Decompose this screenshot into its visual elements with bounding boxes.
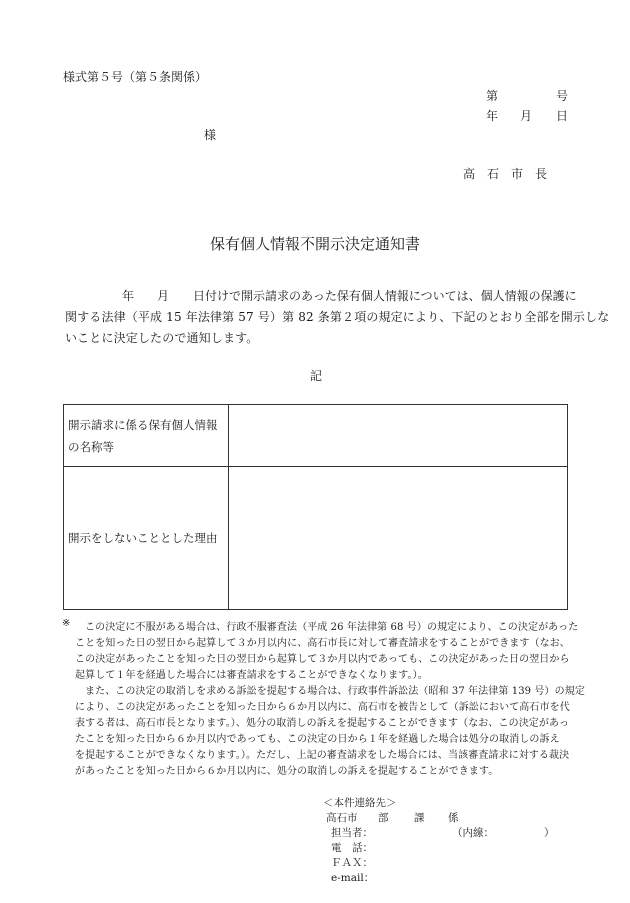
contact-org-city: 高石市 (326, 812, 358, 824)
contact-org-kakari: 係 (448, 812, 459, 824)
contact-email-label: e-mail： (331, 872, 375, 884)
table-label-cell (64, 405, 229, 467)
contact-heading: ＜本件連絡先＞ (323, 797, 397, 809)
note-line: また、この決定の取消しを求める訴訟を提起する場合は、行政事件訴訟法（昭和 37 年法律第 139 号）の規定 (85, 686, 585, 697)
addressee-suffix: 様 (204, 128, 217, 142)
body-line-3: いことに決定したので通知します。 (65, 331, 259, 345)
contact-extension-close: ） (544, 827, 555, 839)
note-line: この決定があったことを知った日の翌日から起算して３か月以内であっても、この決定があった日の翌日から (75, 654, 570, 665)
info-name-value-cell[interactable] (229, 405, 568, 467)
contact-org-bu: 部 (378, 812, 389, 824)
contact-phone-label: 電 話： (331, 842, 373, 854)
sender-name: 高 石 市 長 (463, 167, 548, 181)
body-date-month: 月 (157, 289, 170, 303)
note-line: 表する者は、高石市長となります。）、処分の取消しの訴えを提起することができます（なお、この決定があっ (75, 718, 570, 729)
date-day-label: 日 (556, 109, 569, 123)
document-title: 保有個人情報不開示決定通知書 (209, 235, 420, 253)
date-month-label: 月 (520, 109, 533, 123)
reason-value-cell[interactable] (229, 467, 568, 610)
note-line: があったことを知った日から６か月以内に、処分の取消しの訴えを提起することができます。 (75, 766, 499, 777)
document-number-suffix: 号 (556, 89, 569, 103)
document-number-prefix: 第 (486, 89, 499, 103)
reason-label: 開示をしないこととした理由 (68, 531, 218, 545)
form-number: 様式第５号（第５条関係） (63, 70, 208, 84)
note-line: により、この決定があったことを知った日から６か月以内に、高石市を被告として（訴訟において高石市を代 (75, 702, 570, 713)
contact-extension-label: （内線： (452, 827, 494, 839)
note-line: を提起することができなくなります。）。ただし、上記の審査請求をした場合には、当該審査請求に対する裁決 (75, 750, 570, 761)
note-mark: ※ (62, 618, 71, 629)
table-row (64, 405, 568, 467)
detail-table (63, 404, 568, 610)
contact-org-ka: 課 (414, 812, 425, 824)
date-year-label: 年 (486, 109, 499, 123)
contact-fax-label: ＦＡＸ： (331, 857, 373, 869)
note-line: この決定に不服がある場合は、行政不服審査法（平成 26 年法律第 68 号）の規定により、この決定があった (85, 622, 579, 633)
ki-heading: 記 (310, 369, 323, 383)
note-line: たことを知った日から６か月以内であっても、この決定の日から１年を経過した場合は処分の取消しの訴え (75, 734, 560, 745)
info-name-label-line1: 開示請求に係る保有個人情報 (68, 417, 218, 432)
body-date-year: 年 (122, 289, 135, 303)
info-name-label-line2: の名称等 (68, 439, 114, 454)
note-line: ことを知った日の翌日から起算して３か月以内に、高石市長に対して審査請求をすることができます（なお、 (75, 638, 570, 649)
contact-person-label: 担当者： (331, 827, 373, 839)
note-line: 起算して１年を経過した場合には審査請求をすることができなくなります。）。 (75, 670, 428, 681)
table-label-cell (64, 467, 229, 610)
body-line-2: 関する法律（平成 15 年法律第 57 号）第 82 条第２項の規定により、下記のとおり全部を開示しな (65, 310, 610, 324)
table-row (64, 467, 568, 610)
body-line-1: 日付けで開示請求のあった保有個人情報については、個人情報の保護に (193, 289, 577, 303)
